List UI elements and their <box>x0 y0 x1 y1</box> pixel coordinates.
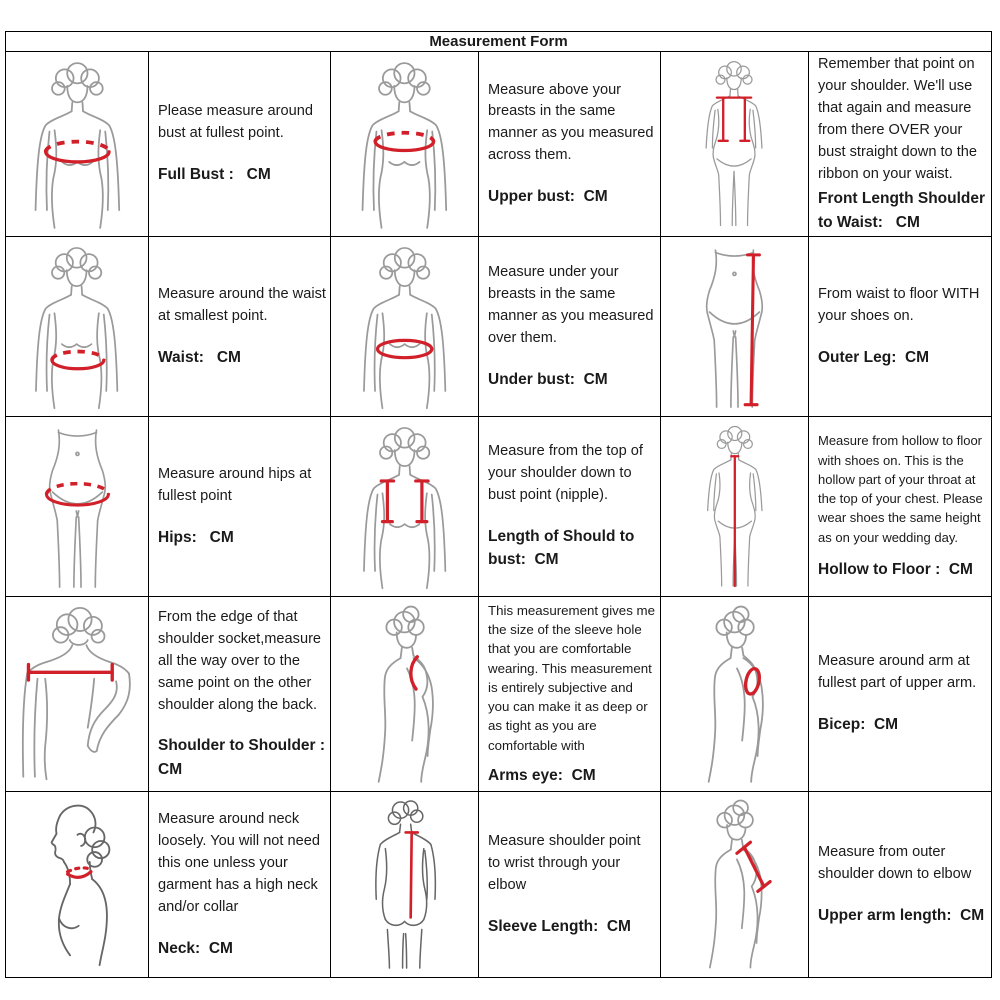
figure-cell <box>331 52 479 237</box>
figure-cell <box>6 417 149 597</box>
upper-arm-length-figure <box>673 798 796 970</box>
figure-cell <box>6 792 149 977</box>
measurement-description: Measure above your breasts in the same manner as you measured across them. <box>488 81 658 164</box>
figure-cell <box>331 597 479 792</box>
figure-cell <box>331 237 479 417</box>
bicep-figure <box>670 604 799 784</box>
hips-figure <box>18 423 137 589</box>
sleeve-length-figure <box>354 798 455 970</box>
figure-cell <box>661 52 809 237</box>
measurement-label: Waist: CM <box>158 348 241 366</box>
figure-cell <box>331 417 479 597</box>
measurement-label: Upper bust: CM <box>488 188 608 206</box>
measurement-description: This measurement gives me the size of the sleeve hole that you are comfortable wearing. This measurement is entirely subjective and you can make it as deep or as tight as you are comfortable with <box>488 602 659 753</box>
text-cell <box>479 417 661 597</box>
text-cell <box>149 237 331 417</box>
text-cell <box>809 792 991 977</box>
measurement-label: Arms eye: CM <box>488 766 596 784</box>
measurement-label: Hips: CM <box>158 528 234 546</box>
measurement-label: Hollow to Floor : CM <box>818 560 973 578</box>
front-length-shoulder-to-waist-figure <box>689 58 779 229</box>
text-cell <box>809 597 991 792</box>
measurement-label: Under bust: CM <box>488 370 608 388</box>
form-title: Measurement Form <box>6 32 991 52</box>
figure-cell <box>661 237 809 417</box>
outer-leg-figure <box>675 243 794 409</box>
measurement-description: Remember that point on your shoulder. We'll use that again and measure from there OVER your bust straight down to the ribbon on your waist. <box>818 56 982 182</box>
measurement-description: Measure from the top of your shoulder down to bust point (nipple). <box>488 443 647 504</box>
measurement-label: Neck: CM <box>158 939 233 957</box>
arms-eye-figure <box>340 604 469 784</box>
measurement-description: Measure from hollow to floor with shoes on. This is the hollow part of your throat at the top of your chest. Please wear shoes the same height as on your wedding day. <box>818 433 987 545</box>
figure-cell <box>6 52 149 237</box>
measurement-description: Measure shoulder point to wrist through your elbow <box>488 833 645 893</box>
figure-cell <box>6 597 149 792</box>
text-cell <box>809 52 991 237</box>
shoulder-to-bust-figure <box>343 423 466 589</box>
measurement-description: Measure around hips at fullest point <box>158 465 316 504</box>
upper-bust-figure <box>341 58 468 229</box>
measurement-label: Sleeve Length: CM <box>488 917 631 935</box>
text-cell <box>479 792 661 977</box>
waist-figure <box>15 243 138 409</box>
measurement-description: From the edge of that shoulder socket,measure all the way over to the same point on the other shoulder along the back. <box>158 609 326 713</box>
neck-figure <box>16 798 139 970</box>
text-cell <box>149 52 331 237</box>
figure-cell <box>661 417 809 597</box>
text-cell <box>149 597 331 792</box>
measurement-label: Length of Should to bust: CM <box>488 528 639 569</box>
text-cell <box>479 597 661 792</box>
measurement-description: Please measure around bust at fullest point. <box>158 103 318 142</box>
text-cell <box>479 52 661 237</box>
measurement-label: Shoulder to Shoulder : CM <box>158 737 330 778</box>
measurement-description: Measure around arm at fullest part of upper arm. <box>818 653 977 692</box>
measurement-description: Measure around the waist at smallest point. <box>158 285 330 324</box>
measurement-description: Measure under your breasts in the same manner as you measured over them. <box>488 264 658 346</box>
figure-cell <box>331 792 479 977</box>
measurement-form <box>5 31 992 978</box>
measurement-description: Measure from outer shoulder down to elbow <box>818 843 972 882</box>
figure-cell <box>661 597 809 792</box>
text-cell <box>809 417 991 597</box>
measurement-label: Full Bust : CM <box>158 166 271 184</box>
figure-cell <box>6 237 149 417</box>
text-cell <box>479 237 661 417</box>
figure-cell <box>661 792 809 977</box>
shoulder-to-shoulder-figure <box>13 604 142 784</box>
text-cell <box>149 417 331 597</box>
measurement-description: Measure around neck loosely. You will not need this one unless your garment has a high neck and/or collar <box>158 811 325 915</box>
under-bust-figure <box>343 243 466 409</box>
text-cell <box>809 237 991 417</box>
text-cell <box>149 792 331 977</box>
measurement-label: Outer Leg: CM <box>818 348 930 366</box>
measurement-label: Bicep: CM <box>818 716 899 734</box>
full-bust-figure <box>14 58 141 229</box>
hollow-to-floor-figure <box>691 423 779 589</box>
measurement-label: Upper arm length: CM <box>818 906 985 924</box>
measurement-description: From waist to floor WITH your shoes on. <box>818 285 984 324</box>
measurement-label: Front Length Shoulder to Waist: CM <box>818 190 990 231</box>
